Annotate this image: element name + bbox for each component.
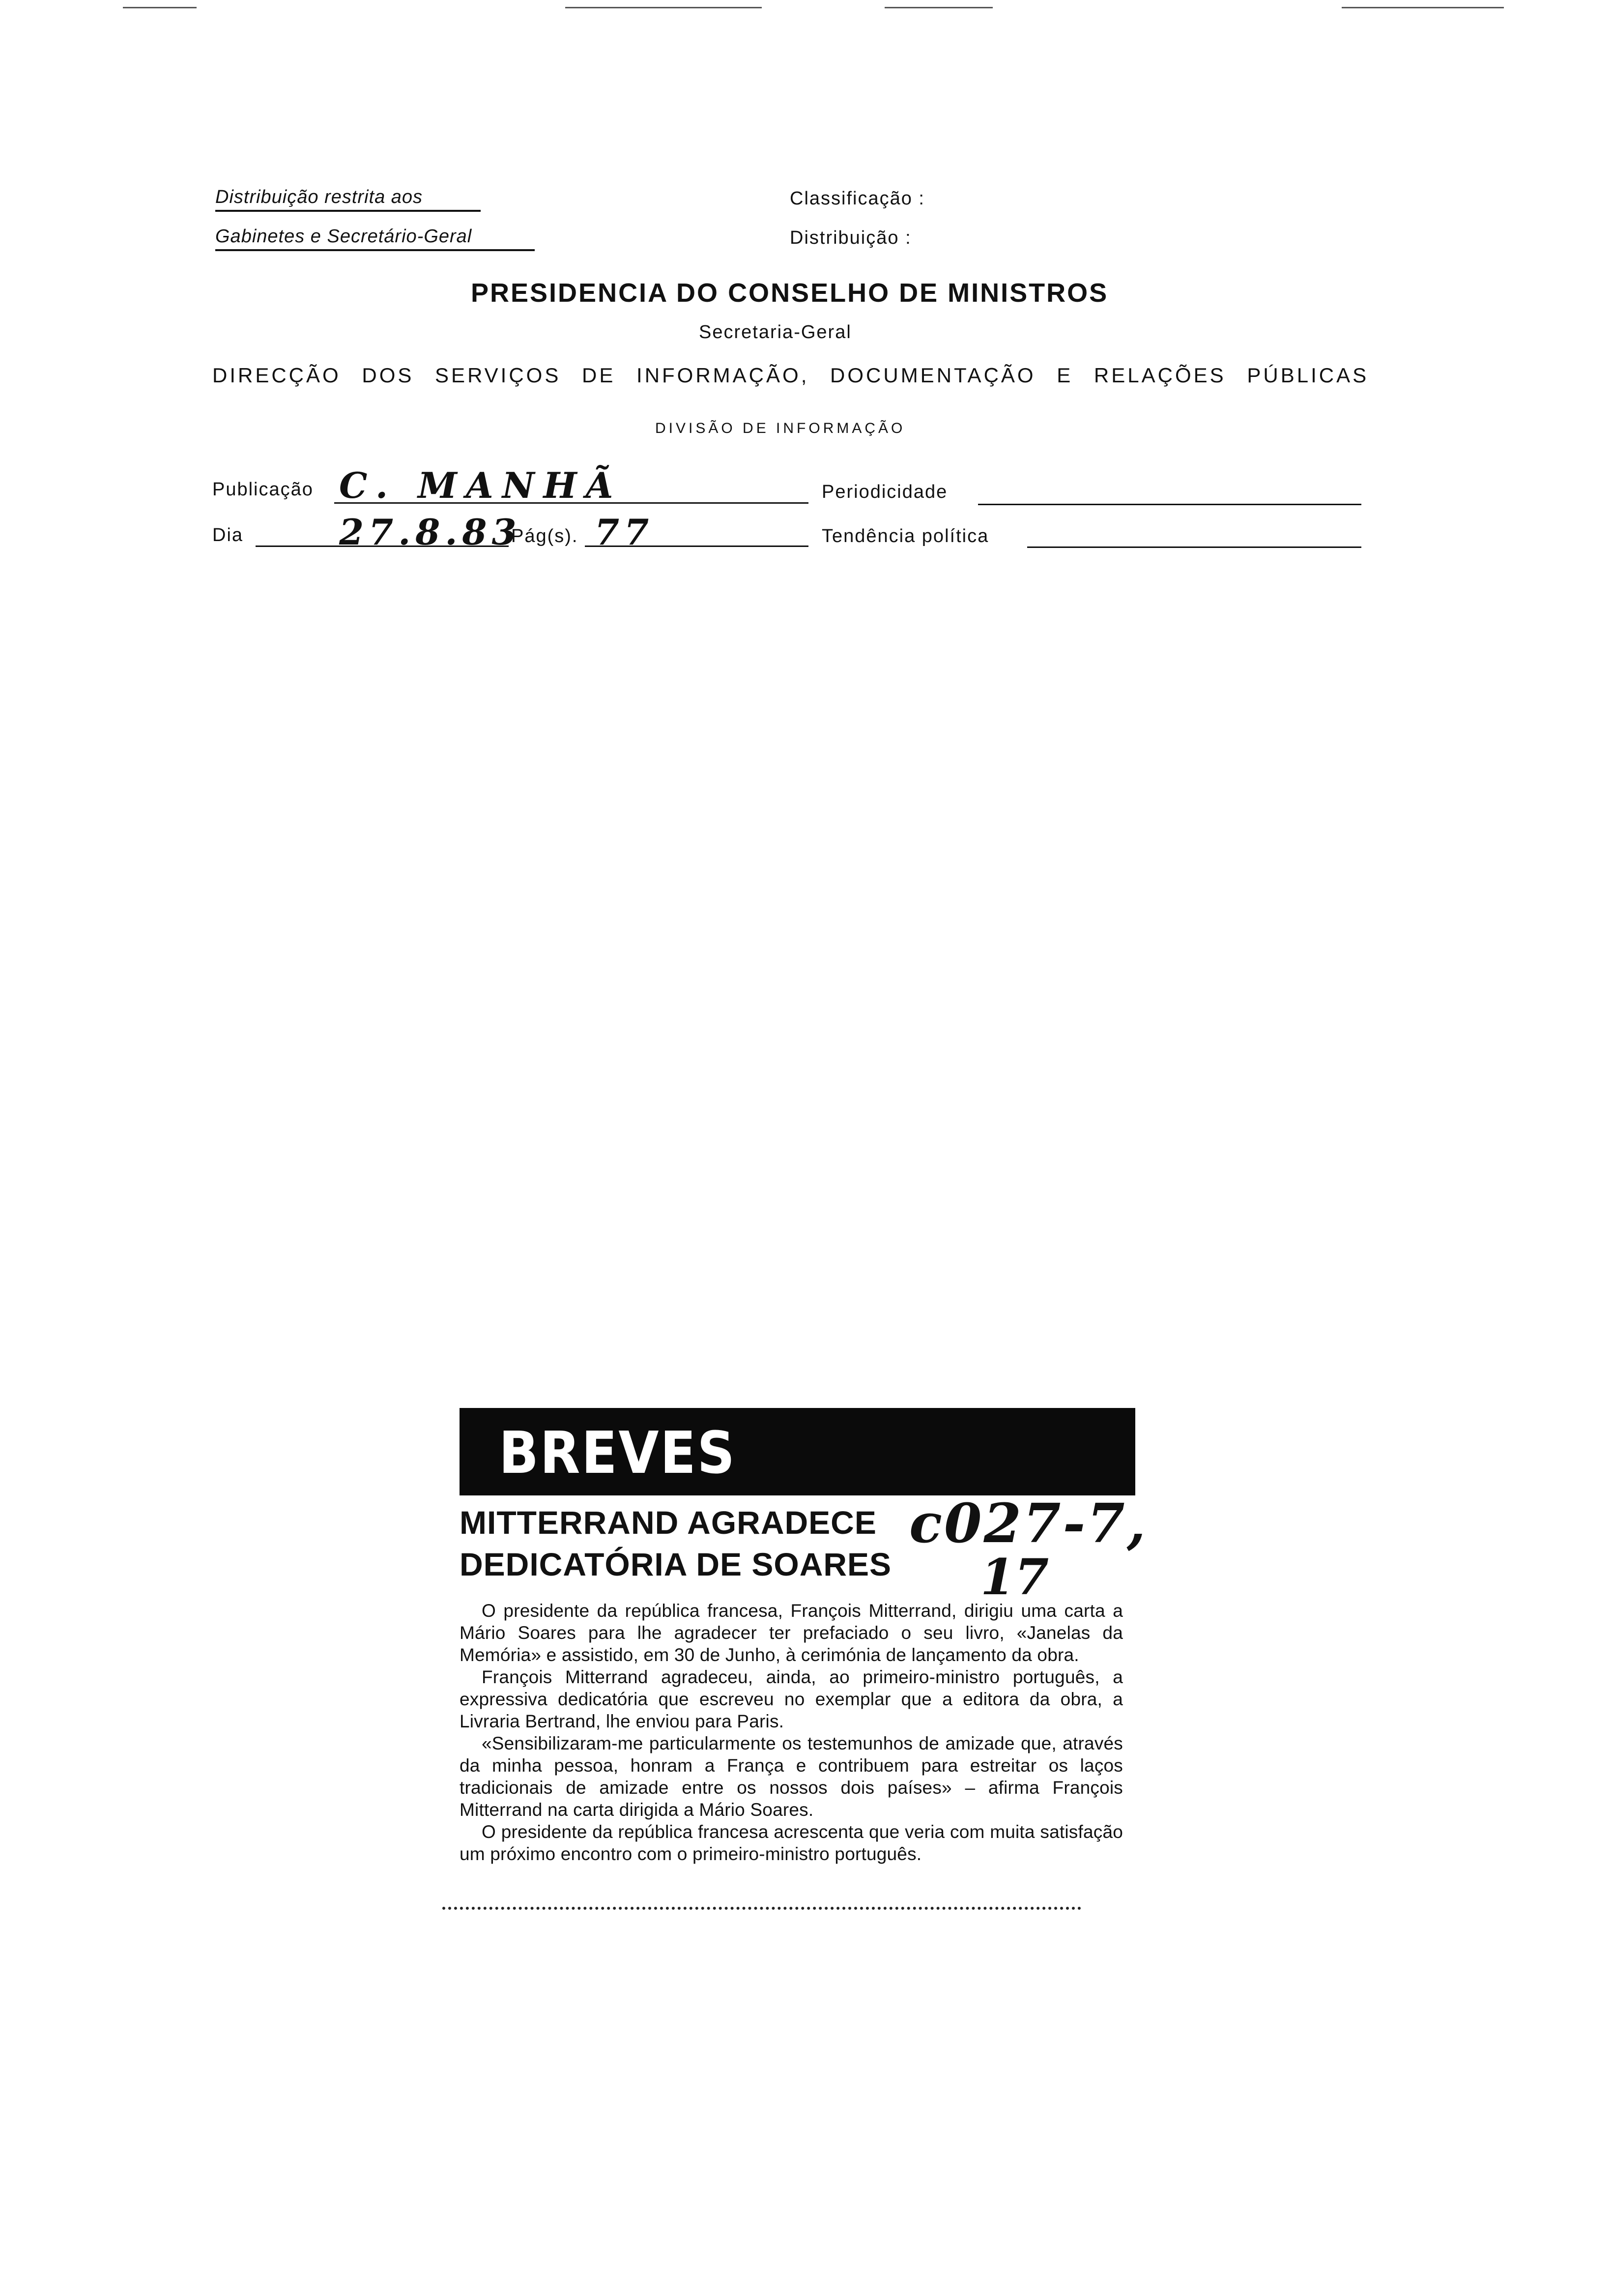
article-paragraph: «Sensibilizaram-me particularmente os testemunhos de amizade que, através da minha pessoa, honram a França e contribuem para estreitar os laços tradicionais de amizade entre os nossos dois países» – afirma François Mitterrand na carta dirigida a Mário Soares. <box>460 1733 1123 1820</box>
pages-handwritten-value: 77 <box>595 511 654 553</box>
scan-edge-line <box>885 7 993 8</box>
publication-handwritten-value: C. MANHÃ <box>339 464 622 506</box>
article-body <box>460 1600 1123 1865</box>
scan-edge-line <box>1342 7 1504 8</box>
restriction-notice <box>215 187 481 212</box>
periodicity-label: Periodicidade <box>822 482 948 502</box>
scan-edge-line <box>123 7 197 8</box>
article-paragraph: O presidente da república francesa, François Mitterrand, dirigiu uma carta a Mário Soares para lhe agradecer ter prefaciado o seu livro, «Janelas da Memória» e assistido, em 30 de Junho, à cerimónia de lançamento da obra. <box>460 1601 1123 1665</box>
tendency-label: Tendência política <box>822 526 989 546</box>
pages-label: Pág(s). <box>511 526 578 546</box>
day-label: Dia <box>212 525 244 545</box>
headline-line-1: MITTERRAND AGRADECE <box>460 1504 877 1541</box>
headline-line-2: DEDICATÓRIA DE SOARES <box>460 1546 892 1582</box>
article-paragraph: François Mitterrand agradeceu, ainda, ao primeiro-ministro português, a expressiva dedicatória que escreveu no exemplar que a editora da obra, a Livraria Bertrand, lhe enviou para Paris. <box>460 1667 1123 1731</box>
secretariat-label: Secretaria-Geral <box>699 322 852 343</box>
handwritten-annotation-1: c027-7, <box>909 1492 1148 1555</box>
breves-section-title: BREVES <box>499 1419 736 1487</box>
handwritten-annotation-2: 17 <box>980 1548 1049 1606</box>
clipping-cut-edge <box>442 1907 1081 1915</box>
publication-label: Publicação <box>212 479 314 500</box>
restriction-line-1: Distribuição restrita aos <box>215 187 481 212</box>
restriction-notice-2 <box>215 226 535 251</box>
division-label: DIVISÃO DE INFORMAÇÃO <box>655 420 906 436</box>
breves-section-banner <box>460 1408 1135 1495</box>
office-title: PRESIDENCIA DO CONSELHO DE MINISTROS <box>471 278 1109 308</box>
distribution-label: Distribuição : <box>790 228 912 248</box>
day-handwritten-value: 27.8.83 <box>339 511 521 553</box>
classification-label: Classificação : <box>790 188 925 209</box>
directorate-label: DIRECÇÃO DOS SERVIÇOS DE INFORMAÇÃO, DOCUMENTAÇÃO E RELAÇÕES PÚBLICAS <box>212 364 1369 387</box>
article-paragraph: O presidente da república francesa acrescenta que veria com muita satisfação um próximo encontro com o primeiro-ministro português. <box>460 1822 1123 1864</box>
periodicity-rule <box>978 504 1361 505</box>
scan-edge-line <box>565 7 762 8</box>
tendency-rule <box>1027 546 1361 548</box>
restriction-line-2: Gabinetes e Secretário-Geral <box>215 226 535 251</box>
